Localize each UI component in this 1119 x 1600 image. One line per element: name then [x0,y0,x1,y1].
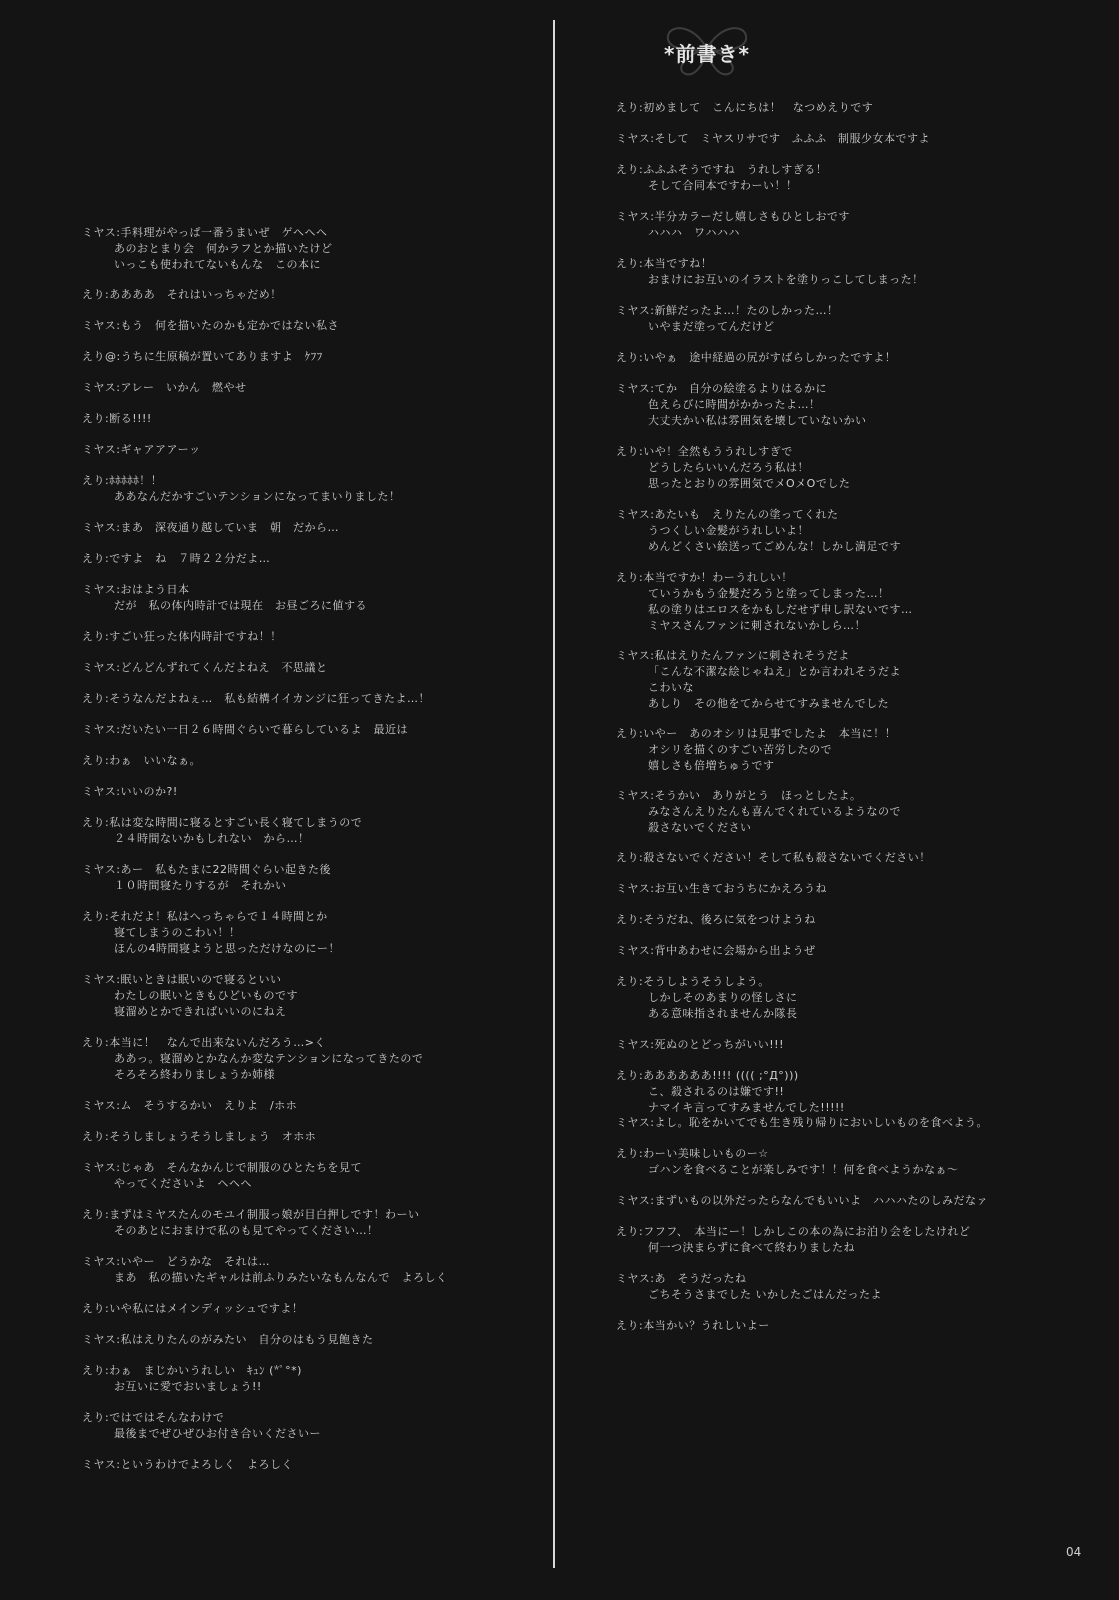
dialogue-entry [82,722,408,738]
dialogue-line: ミヤス:眠いときは眠いので寝るといい [82,973,282,986]
dialogue-entry [616,850,931,866]
dialogue-line: ミヤス:だいたい一日２６時間ぐらいで暮らしているよ 最近は [82,723,408,736]
dialogue-line: 嬉しさも倍増ちゅうです [648,759,775,772]
dialogue-line: ああっ。寝溜めとかなんか変なテンションになってきたので [114,1052,424,1065]
dialogue-line: いやまだ塗ってんだけど [648,320,775,333]
dialogue-entry [82,225,333,273]
page-title: *前書き* [664,42,750,66]
dialogue-line: 思ったとおりの雰囲気でメOメOでした [648,477,851,490]
dialogue-line: ミヤス:もう 何を描いたのかも定かではない私さ [82,319,339,332]
dialogue-line: ミヤス:おはよう日本 [82,583,190,596]
dialogue-line: 大丈夫かい私は雰囲気を壊していないかい [648,414,867,427]
dialogue-line: ミヤス:そうかい ありがとう ほっとしたよ。 [616,789,862,802]
dialogue-entry [616,788,901,836]
dialogue-line: ミヤス:アレー いかん 燃やせ [82,381,247,394]
dialogue-line: ある意味指されませんか隊長 [648,1007,798,1020]
dialogue-line: えり:わぁ まじかいうれしい ｷｭﾝ (*ﾟ°*) [82,1364,302,1377]
dialogue-line: おまけにお互いのイラストを塗りっこしてしまった！ [648,273,924,286]
dialogue-line: ミヤス:私はえりたんファンに刺されそうだよ [616,649,850,662]
dialogue-entry [82,691,430,707]
dialogue-line: みなさんえりたんも喜んでくれているようなので [648,805,901,818]
dialogue-entry [616,507,901,555]
dialogue-entry [616,1271,882,1303]
dialogue-line: しかしそのあまりの怪しさに [648,991,798,1004]
dialogue-line: えり:本当かい？うれしいよー [616,1319,770,1332]
dialogue-entry [82,972,298,1020]
dialogue-entry [616,100,873,116]
dialogue-line: ミヤス:てか 自分の絵塗るよりはるかに [616,382,827,395]
dialogue-line: ミヤス:ギャアアアーッ [82,443,201,456]
dialogue-line: えり:本当に！ なんで出来ないんだろう…>く [82,1036,326,1049]
dialogue-entry [616,1224,970,1256]
dialogue-entry [616,726,896,774]
dialogue-entry [616,381,867,429]
dialogue-entry [82,1254,448,1286]
dialogue-line: こ、殺されるのは嫌です!! [648,1085,785,1098]
dialogue-entry [82,520,339,536]
dialogue-line: えり:わーい美味しいものー☆ [616,1147,769,1160]
dialogue-line: ミヤス:いいのか?! [82,785,178,798]
dialogue-line: めんどくさい絵送ってごめんな！しかし満足です [648,540,901,553]
dialogue-entry [82,582,367,614]
dialogue-line: えり:ﾎﾎﾎﾎﾎ！！ [82,474,163,487]
dialogue-entry [616,1037,784,1053]
dialogue-entry [82,551,270,567]
dialogue-line: そろそろ終わりましょうか姉様 [114,1068,275,1081]
dialogue-line: 何一つ決まらずに食べて終わりましたね [648,1241,855,1254]
dialogue-line: わたしの眠いときもひどいものです [114,989,298,1002]
dialogue-line: 私の塗りはエロスをかもしだせず申し訳ないです… [648,603,913,616]
dialogue-line: えり:そうしましょうそうしましょう オホホ [82,1130,317,1143]
dialogue-line: お互いに愛でおいましょう!! [114,1380,262,1393]
dialogue-entry [616,943,816,959]
dialogue-line: えり:そうなんだよねぇ… 私も結構イイカンジに狂ってきたよ…！ [82,692,431,705]
dialogue-entry [616,912,816,928]
dialogue-entry [82,784,178,800]
dialogue-line: えり:わぁ いいなぁ。 [82,754,202,767]
dialogue-line: ああなんだかすごいテンションになってまいりました！ [114,490,401,503]
dialogue-line: １０時間寝たりするが それかい [114,879,287,892]
dialogue-entry [616,1318,770,1334]
dialogue-entry [82,349,323,365]
dialogue-line: ミヤス:どんどんずれてくんだよねえ 不思議と [82,661,328,674]
dialogue-line: ミヤス:いやー どうかな それは… [82,1255,270,1268]
dialogue-line: ミヤス:背中あわせに会場から出ようぜ [616,944,816,957]
dialogue-entry [616,303,839,335]
dialogue-line: そして合同本ですわーい！！ [648,179,798,192]
dialogue-line: ミヤス:まあ 深夜通り越していま 朝 だから… [82,521,339,534]
page-number: 04 [1066,1545,1082,1559]
dialogue-line: えり:そうだね、後ろに気をつけようね [616,913,816,926]
dialogue-line: ミヤスさんファンに刺されないかしら…！ [648,619,867,632]
dialogue-entry [616,209,850,241]
dialogue-line: ていうかもう金髪だろうと塗ってしまった…！ [648,587,890,600]
dialogue-entry [82,862,331,894]
dialogue-line: まあ 私の描いたギャルは前ふりみたいなもんなんで よろしく [114,1271,448,1284]
dialogue-entry [82,318,339,334]
dialogue-line: えり:ああああああ!!!! (((( ;°Д°))) [616,1069,799,1082]
dialogue-line: ミヤス:じゃあ そんなかんじで制服のひとたちを見て [82,1161,362,1174]
dialogue-entry [616,131,930,147]
dialogue-line: 寝溜めとかできればいいのにねえ [114,1005,287,1018]
dialogue-entry [616,881,827,897]
dialogue-entry [82,815,362,847]
dialogue-line: ２４時間ないかもしれない から…！ [114,832,310,845]
dialogue-line: ミヤス:あ そうだったね [616,1272,747,1285]
dialogue-line: えり:いやー あのオシリは見事でしたよ 本当に！！ [616,727,897,740]
dialogue-entry [82,629,282,645]
dialogue-line: えり:本当ですか！わーうれしい！ [616,571,793,584]
dialogue-entry [82,1301,303,1317]
dialogue-line: ミヤス:ム そうするかい えりよ /ホホ [82,1099,298,1112]
dialogue-line: ミヤス:そして ミヤスリサです ふふふ 制服少女本ですよ [616,132,931,145]
dialogue-entry [82,442,201,458]
dialogue-line: えり:いや！全然もううれしすぎで [616,445,793,458]
dialogue-entry [616,162,827,194]
dialogue-entry [616,974,798,1022]
dialogue-line: ミヤス:手料理がやっぱ一番うまいぜ ゲヘヘヘ [82,226,328,239]
dialogue-line: 最後までぜひぜひお付き合いくださいー [114,1427,321,1440]
dialogue-entry [616,350,896,366]
dialogue-line: 色えらびに時間がかかったよ…！ [648,398,821,411]
dialogue-entry [616,1193,988,1209]
dialogue-line: ハハハ ワハハハ [648,226,740,239]
dialogue-line: えり:初めまして こんにちは！ なつめえりです [616,101,874,114]
dialogue-entry [616,570,913,634]
dialogue-entry [82,1098,297,1114]
dialogue-line: えり:いやぁ 途中経過の尻がすばらしかったですよ！ [616,351,897,364]
dialogue-line: えり:本当ですね！ [616,257,713,270]
dialogue-entry [82,1410,321,1442]
dialogue-line: 殺さないでください [648,821,752,834]
dialogue-line: どうしたらいいんだろう私は！ [648,461,809,474]
dialogue-line: えり:ああああ それはいっちゃだめ！ [82,288,282,301]
dialogue-line: ミヤス:半分カラーだし嬉しさもひとしおです [616,210,850,223]
dialogue-line: そのあとにおまけで私のも見てやってください…！ [114,1224,379,1237]
dialogue-line: オシリを描くのすごい苦労したので [648,743,832,756]
dialogue-entry [82,1129,316,1145]
dialogue-line: ミヤス:お互い生きておうちにかえろうね [616,882,827,895]
dialogue-entry [616,1115,988,1131]
dialogue-entry [616,648,901,712]
dialogue-line: だが 私の体内時計では現在 お昼ごろに値する [114,599,367,612]
dialogue-entry [616,1146,959,1178]
dialogue-line: ミヤス:よし。恥をかいてでも生き残り帰りにおいしいものを食べよう。 [616,1116,988,1129]
dialogue-line: こわいな [648,681,694,694]
dialogue-line: ミヤス:あー 私もたまに22時間ぐらい起きた後 [82,863,331,876]
dialogue-line: えり:すごい狂った体内時計ですね！！ [82,630,282,643]
dialogue-entry [82,473,400,505]
dialogue-line: ミヤス:あたいも えりたんの塗ってくれた [616,508,839,521]
column-divider [553,20,555,1568]
dialogue-line: えり:フフフ、 本当にー！しかしこの本の為にお泊り会をしたけれど [616,1225,971,1238]
dialogue-line: えり:ですよ ね ７時２２分だよ… [82,552,271,565]
title-block [652,24,762,84]
dialogue-line: えり:それだよ！私はへっちゃらで１４時間とか [82,910,328,923]
dialogue-line: ミヤス:新鮮だったよ…！たのしかった…！ [616,304,839,317]
dialogue-line: やってくださいよ ヘヘヘ [114,1177,252,1190]
dialogue-line: えり:ふふふそうですね うれしすぎる！ [616,163,828,176]
dialogue-line: えり:断る!!!! [82,412,152,425]
dialogue-line: ミヤス:まずいもの以外だったらなんでもいいよ ハハハたのしみだなァ [616,1194,988,1207]
dialogue-entry [82,753,201,769]
dialogue-entry [616,444,850,492]
dialogue-line: ミヤス:死ぬのとどっちがいい!!! [616,1038,784,1051]
dialogue-entry [616,1068,845,1116]
dialogue-line: うつくしい金髪がうれしいよ！ [648,524,809,537]
dialogue-entry [82,1332,373,1348]
dialogue-line: いっこも使われてないもんな この本に [114,258,321,271]
dialogue-entry [82,660,328,676]
dialogue-line: えり:殺さないでください！そして私も殺さないでください！ [616,851,931,864]
dialogue-line: 寝てしまうのこわい！！ [114,926,241,939]
dialogue-entry [82,1035,423,1083]
dialogue-entry [82,287,282,303]
dialogue-line: ナマイキ言ってすみませんでした!!!!! [648,1101,845,1114]
dialogue-line: ゴハンを食べることが楽しみです！！何を食べようかなぁ～ [648,1163,959,1176]
dialogue-line: えり:いや私にはメインディッシュですよ！ [82,1302,304,1315]
dialogue-entry [82,380,247,396]
dialogue-line: ほんの4時間寝ようと思っただけなのにー！ [114,942,340,955]
dialogue-line: 「こんな不潔な絵じゃねえ」とか言われそうだよ [648,665,901,678]
dialogue-line: えり:まずはミヤスたんのモユイ制服っ娘が目白押しです！わーい [82,1208,420,1221]
dialogue-entry [616,256,924,288]
dialogue-line: あのおとまり会 何かラフとか描いたけど [114,242,333,255]
dialogue-entry [82,1363,302,1395]
dialogue-entry [82,411,152,427]
dialogue-entry [82,1457,293,1473]
dialogue-line: ごちそうさまでした いかしたごはんだったよ [648,1288,882,1301]
dialogue-entry [82,909,340,957]
dialogue-line: あしり その他をてからせてすみませんでした [648,697,890,710]
dialogue-line: ミヤス:というわけでよろしく よろしく [82,1458,293,1471]
dialogue-line: えり@:うちに生原稿が置いてありますよ ｹﾌﾌ [82,350,323,363]
dialogue-line: ミヤス:私はえりたんのがみたい 自分のはもう見飽きた [82,1333,374,1346]
dialogue-line: えり:そうしようそうしよう。 [616,975,770,988]
dialogue-line: えり:ではではそんなわけで [82,1411,225,1424]
dialogue-entry [82,1207,419,1239]
dialogue-line: えり:私は変な時間に寝るとすごい長く寝てしまうので [82,816,363,829]
dialogue-entry [82,1160,362,1192]
